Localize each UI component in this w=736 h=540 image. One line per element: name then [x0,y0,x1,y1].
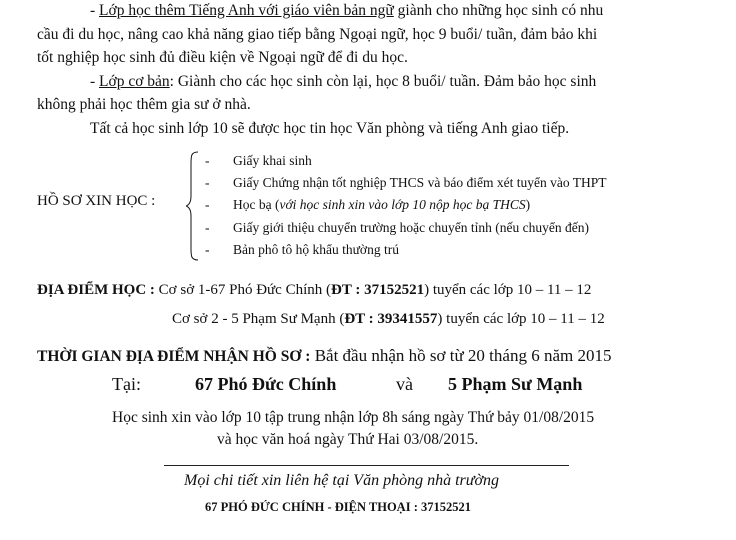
left-brace-icon [186,150,200,262]
thoi-gian-label: THỜI GIAN ĐỊA ĐIỂM NHẬN HỒ SƠ : [37,348,311,365]
thoi-gian-value: Bắt đầu nhận hồ sơ từ 20 tháng 6 năm 2015 [310,346,612,365]
ho-so-item-italic: với học sinh xin vào lớp 10 nộp học bạ THCS [279,197,526,212]
ho-so-item [205,242,399,258]
bullet-dash: - [205,197,210,212]
co-so-2-phone: ĐT : 39341557 [344,311,438,327]
ho-so-item-text: Bản phô tô hộ khẩu thường trú [233,242,399,257]
ho-so-item [205,220,589,236]
para3: Tất cả học sinh lớp 10 sẽ được học tin học Văn phòng và tiếng Anh giao tiếp. [90,120,570,137]
dia-diem-label: ĐỊA ĐIỂM HỌC : [37,282,155,298]
bullet-dash: - [205,220,210,235]
va-text: và [396,374,413,394]
para2-label: Lớp cơ bản [99,73,170,90]
ho-so-item-text: Giấy khai sinh [233,153,312,168]
divider [164,465,569,466]
ho-so-item-text: Giấy Chứng nhận tốt nghiệp THCS và báo điểm xét tuyển vào THPT [233,175,607,190]
dia-diem-line2 [172,308,605,330]
note-line-2: và học văn hoá ngày Thứ Hai 03/08/2015. [217,431,479,448]
bullet-dash: - [205,153,210,168]
para1-text: giành cho những học sinh có nhu [393,2,604,19]
footer-contact: Mọi chi tiết xin liên hệ tại Văn phòng nhà trường [184,472,499,489]
para1-line3: tốt nghiệp học sinh đủ điều kiện về Ngoại ngữ để đi du học. [37,49,408,66]
para1-label: Lớp học thêm Tiếng Anh với giáo viên bản ngữ [99,2,394,19]
ho-so-item-text: Học bạ ( [233,197,280,212]
para2-line2: không phải học thêm gia sư ở nhà. [37,96,251,113]
thoi-gian-line [37,345,611,368]
co-so-2-text: Cơ sở 2 - 5 Phạm Sư Mạnh ( [172,311,345,327]
ho-so-label: HỒ SƠ XIN HỌC : [37,193,156,209]
ho-so-item [205,197,530,213]
co-so-2-grades: ) tuyển các lớp 10 – 11 – 12 [437,311,605,327]
para1-line2: cầu đi du học, nâng cao khả năng giao tiếp bằng Ngoại ngữ, học 9 buổi/ tuần, đảm bảo khi [37,26,598,43]
para1-line1 [90,0,603,22]
note-line-1: Học sinh xin vào lớp 10 tập trung nhận lớp 8h sáng ngày Thứ bảy 01/08/2015 [112,409,595,426]
tai-label: Tại: [112,374,141,394]
ho-so-item-tail: ) [525,197,531,212]
ho-so-item [205,153,312,169]
para2-line1 [90,71,596,93]
dash: - [90,2,96,19]
ho-so-item-text: Giấy giới thiệu chuyển trường hoặc chuyển tỉnh (nếu chuyển đến) [233,220,589,235]
co-so-1-text: Cơ sở 1-67 Phó Đức Chính ( [154,282,332,298]
dash: - [90,73,96,90]
place-1: 67 Phó Đức Chính [195,374,337,394]
para2-text: : Giành cho các học sinh còn lại, học 8 buổi/ tuần. Đảm bảo học sinh [169,73,597,90]
place-2: 5 Phạm Sư Mạnh [448,374,583,394]
co-so-1-grades: ) tuyển các lớp 10 – 11 – 12 [424,282,592,298]
footer-address: 67 PHÓ ĐỨC CHÍNH - ĐIỆN THOẠI : 37152521 [205,500,471,514]
bullet-dash: - [205,242,210,257]
co-so-1-phone: ĐT : 37152521 [331,282,425,298]
dia-diem-line1 [37,279,591,301]
bullet-dash: - [205,175,210,190]
ho-so-item [205,175,607,191]
